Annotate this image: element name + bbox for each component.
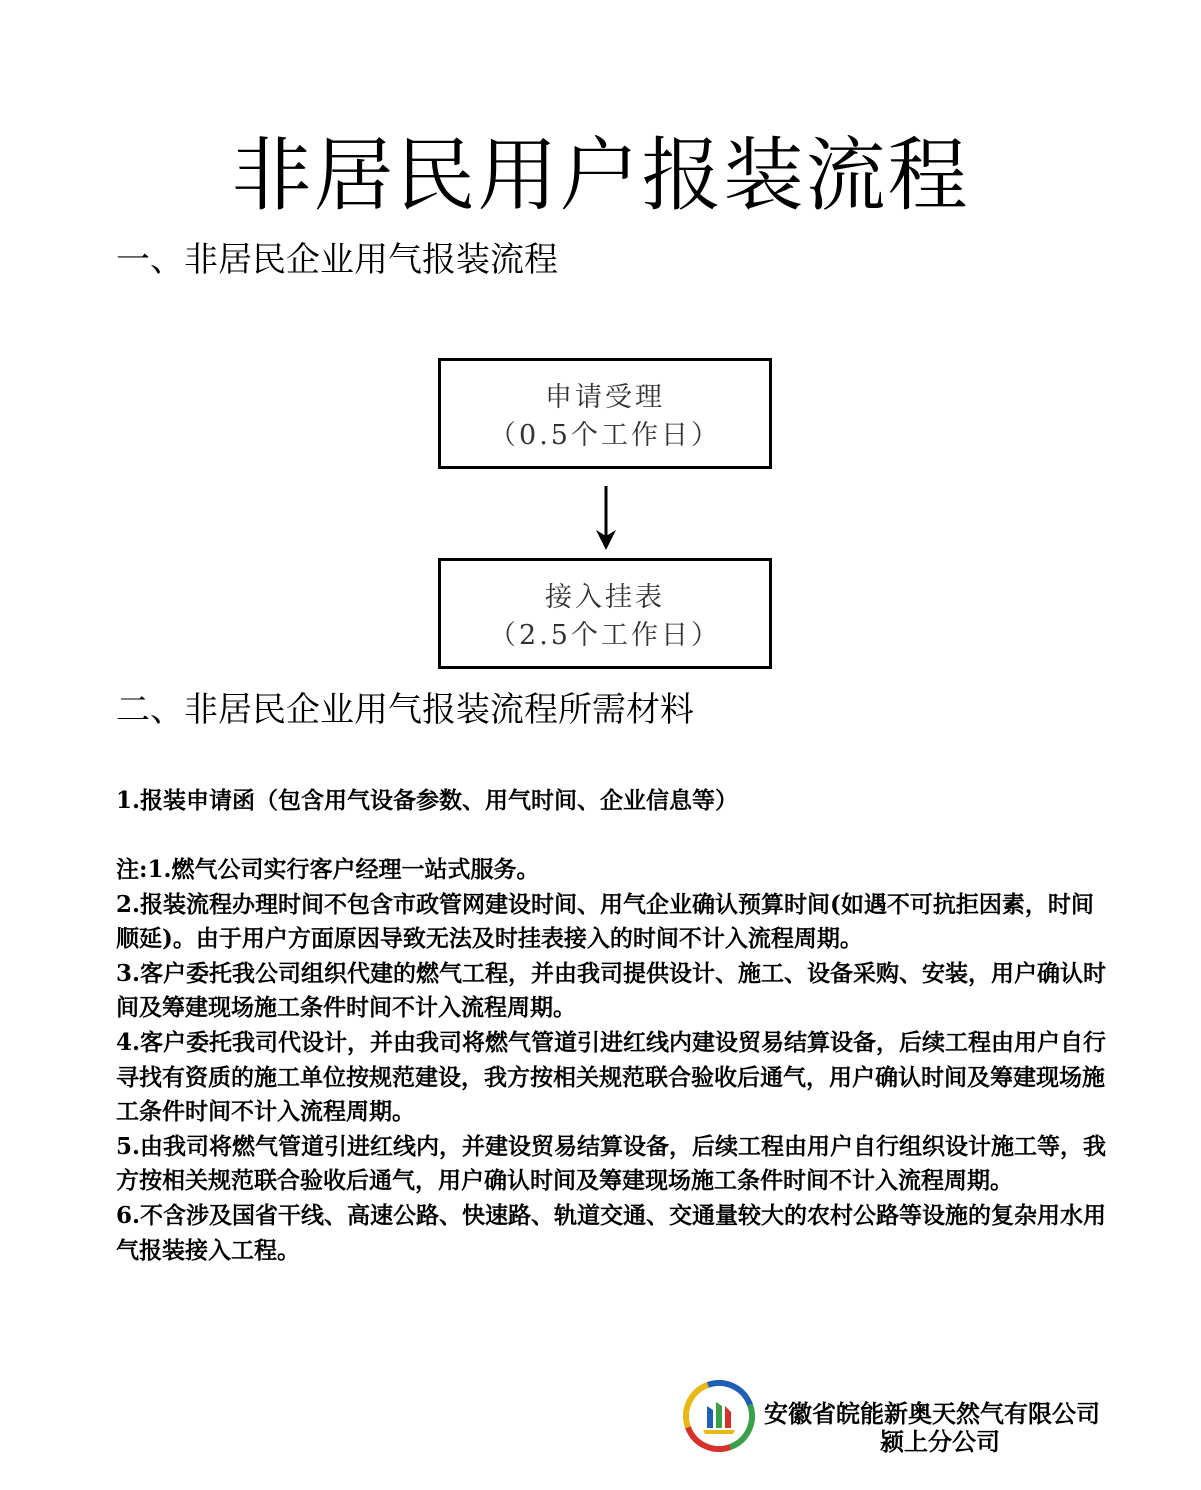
company-logo-icon [683, 1380, 755, 1452]
flow-step-name: 申请受理 [545, 382, 665, 413]
flow-step-connect [438, 558, 772, 669]
section-heading-flow: 一、非居民企业用气报装流程 [116, 240, 558, 280]
flow-step-apply [438, 358, 772, 469]
flow-step-duration: （2.5个工作日） [489, 620, 721, 651]
notes-list [116, 853, 1106, 1268]
flow-step-name: 接入挂表 [545, 582, 665, 613]
arrow-down-icon [594, 486, 618, 552]
company-name-line2: 颍上分公司 [880, 1427, 1000, 1456]
note-item: 注:1.燃气公司实行客户经理一站式服务。 [116, 856, 540, 883]
page-title: 非居民用户报装流程 [231, 129, 970, 222]
company-name [764, 1400, 1144, 1456]
flow-step-duration: （0.5个工作日） [489, 420, 721, 451]
note-item: 5.由我司将燃气管道引进红线内，并建设贸易结算设备，后续工程由用户自行组织设计施工等，我方按相关规范联合验收后通气，用户确认时间及筹建现场施工条件时间不计入流程周期。 [116, 1132, 1107, 1195]
material-item: 1.报装申请函（包含用气设备参数、用气时间、企业信息等） [116, 787, 739, 814]
company-name-line1: 安徽省皖能新奥天然气有限公司 [764, 1399, 1100, 1428]
note-item: 2.报装流程办理时间不包含市政管网建设时间、用气企业确认预算时间(如遇不可抗拒因素，时间顺延)。由于用户方面原因导致无法及时挂表接入的时间不计入流程周期。 [116, 890, 1094, 953]
note-item: 3.客户委托我公司组织代建的燃气工程，并由我司提供设计、施工、设备采购、安装，用户确认时间及筹建现场施工条件时间不计入流程周期。 [116, 959, 1107, 1022]
section-heading-materials: 二、非居民企业用气报装流程所需材料 [116, 690, 694, 730]
note-item: 6.不含涉及国省干线、高速公路、快速路、轨道交通、交通量较大的农村公路等设施的复杂用水用气报装接入工程。 [116, 1201, 1107, 1264]
note-item: 4.客户委托我司代设计，并由我司将燃气管道引进红线内建设贸易结算设备，后续工程由用户自行寻找有资质的施工单位按规范建设，我方按相关规范联合验收后通气，用户确认时间及筹建现场施工条件时间不计入流程周期。 [116, 1028, 1107, 1126]
